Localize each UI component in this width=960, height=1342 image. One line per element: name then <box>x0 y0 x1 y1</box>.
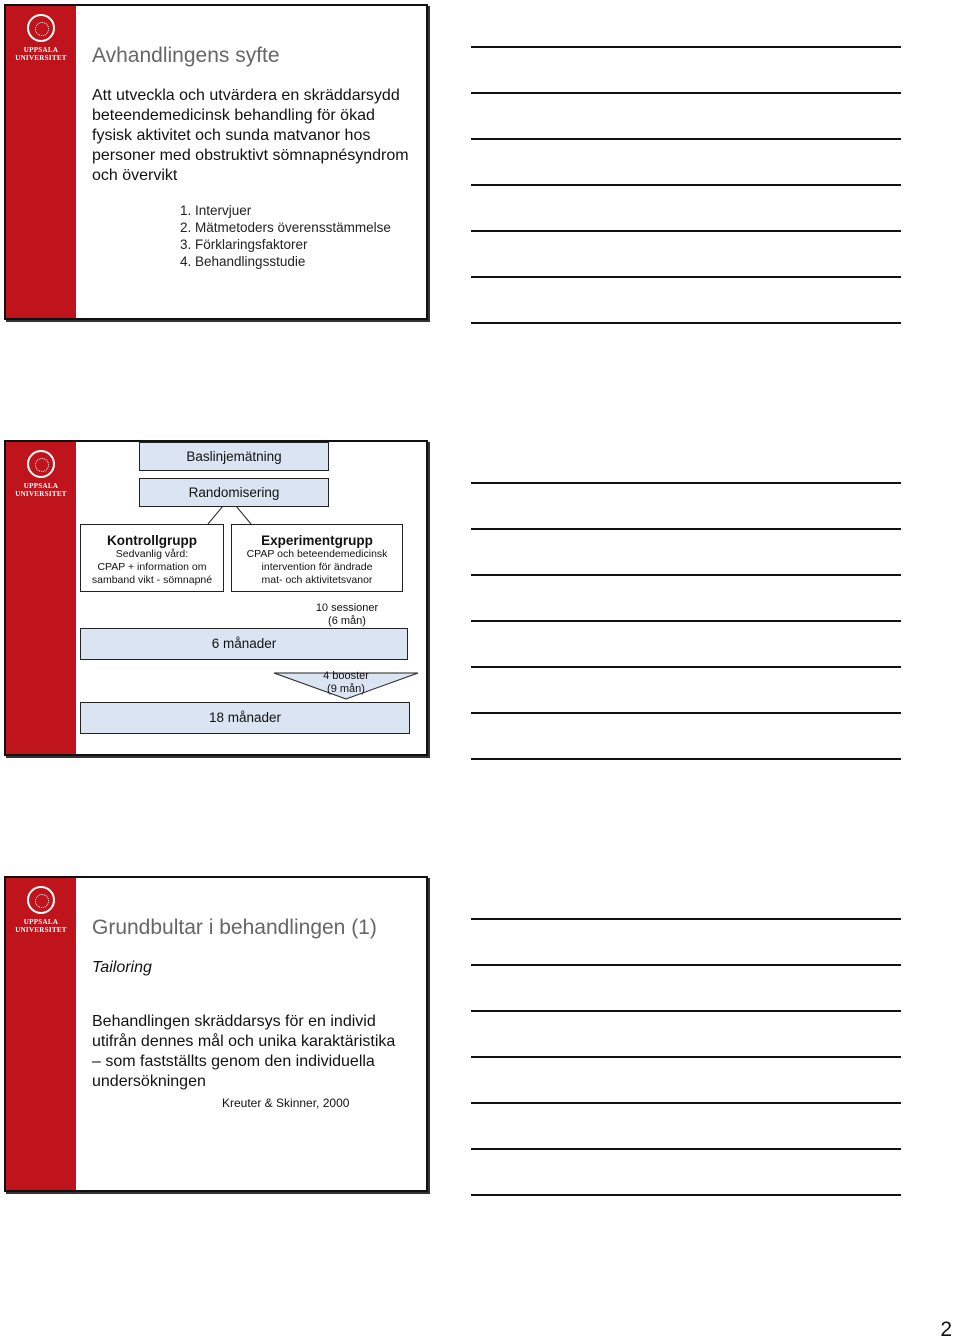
logo-line1: UPPSALA <box>23 482 59 490</box>
experiment-group-line: CPAP och beteendemedicinsk <box>246 548 388 560</box>
slide-subtitle: Tailoring <box>92 959 152 976</box>
six-months-box <box>80 628 408 660</box>
slide-title: Grundbultar i behandlingen (1) <box>92 916 377 939</box>
randomization-label: Randomisering <box>188 485 280 500</box>
university-seal-icon <box>27 886 55 914</box>
slide-3 <box>4 876 428 1192</box>
list-item: 1. Intervjuer <box>180 203 252 218</box>
sessions-label <box>310 602 384 628</box>
note-line <box>471 712 901 714</box>
university-sidebar <box>6 878 76 1190</box>
note-line <box>471 574 901 576</box>
note-line <box>471 92 901 94</box>
note-line <box>471 46 901 48</box>
booster-line: 4 booster <box>323 670 369 682</box>
university-logo <box>12 14 70 62</box>
sessions-line: (6 mån) <box>328 615 366 627</box>
logo-line2: UNIVERSITET <box>15 926 67 934</box>
page-number: 2 <box>940 1318 952 1341</box>
control-group-line: samband vikt - sömnapné <box>91 574 213 586</box>
six-months-label: 6 månader <box>211 636 277 651</box>
list-item: 3. Förklaringsfaktorer <box>180 237 308 252</box>
list-item: 4. Behandlingsstudie <box>180 254 306 269</box>
slide-body: Behandlingen skräddarsys för en individ utifrån dennes mål och unika karaktäristika – som fastställts genom den individuella undersökningen <box>92 1013 396 1090</box>
note-line <box>471 620 901 622</box>
note-line <box>471 1194 901 1196</box>
slide-2 <box>4 440 428 756</box>
booster-line: (9 mån) <box>327 683 365 695</box>
experiment-group-line: intervention för ändrade <box>261 561 373 573</box>
university-logo <box>12 886 70 934</box>
note-line <box>471 1056 901 1058</box>
reference-citation: Kreuter & Skinner, 2000 <box>222 1096 350 1110</box>
university-seal-icon <box>27 14 55 42</box>
note-line <box>471 918 901 920</box>
booster-label <box>310 670 382 696</box>
logo-line1: UPPSALA <box>23 918 59 926</box>
note-line <box>471 138 901 140</box>
sessions-line: 10 sessioner <box>315 602 379 614</box>
baseline-box <box>139 442 329 471</box>
eighteen-months-label: 18 månader <box>208 710 282 725</box>
slide-1 <box>4 4 428 320</box>
note-line <box>471 184 901 186</box>
note-line <box>471 964 901 966</box>
experiment-group-title: Experimentgrupp <box>261 533 373 548</box>
note-line <box>471 230 901 232</box>
experiment-group-box <box>231 524 403 592</box>
eighteen-months-box <box>80 702 410 734</box>
note-line <box>471 1148 901 1150</box>
logo-line2: UNIVERSITET <box>15 54 67 62</box>
note-line <box>471 758 901 760</box>
experiment-group-line: mat- och aktivitetsvanor <box>261 574 373 586</box>
note-line <box>471 482 901 484</box>
slide-body: Att utveckla och utvärdera en skräddarsydd beteendemedicinsk behandling för ökad fysisk aktivitet och sunda matvanor hos personer med obstruktivt sömnapnésyndrom och övervikt <box>92 87 409 184</box>
note-line <box>471 666 901 668</box>
logo-line1: UPPSALA <box>23 46 59 54</box>
control-group-box <box>80 524 224 592</box>
control-group-title: Kontrollgrupp <box>107 533 197 548</box>
note-line <box>471 528 901 530</box>
control-group-line: CPAP + information om <box>97 561 207 573</box>
university-sidebar <box>6 6 76 318</box>
baseline-label: Baslinjemätning <box>186 449 282 464</box>
randomization-box <box>139 478 329 507</box>
study-list <box>180 202 391 270</box>
logo-line2: UNIVERSITET <box>15 490 67 498</box>
control-group-line: Sedvanlig vård: <box>115 548 189 560</box>
note-line <box>471 1102 901 1104</box>
list-item: 2. Mätmetoders överensstämmelse <box>180 220 391 235</box>
note-line <box>471 322 901 324</box>
note-line <box>471 276 901 278</box>
slide-title: Avhandlingens syfte <box>92 44 280 67</box>
note-line <box>471 1010 901 1012</box>
